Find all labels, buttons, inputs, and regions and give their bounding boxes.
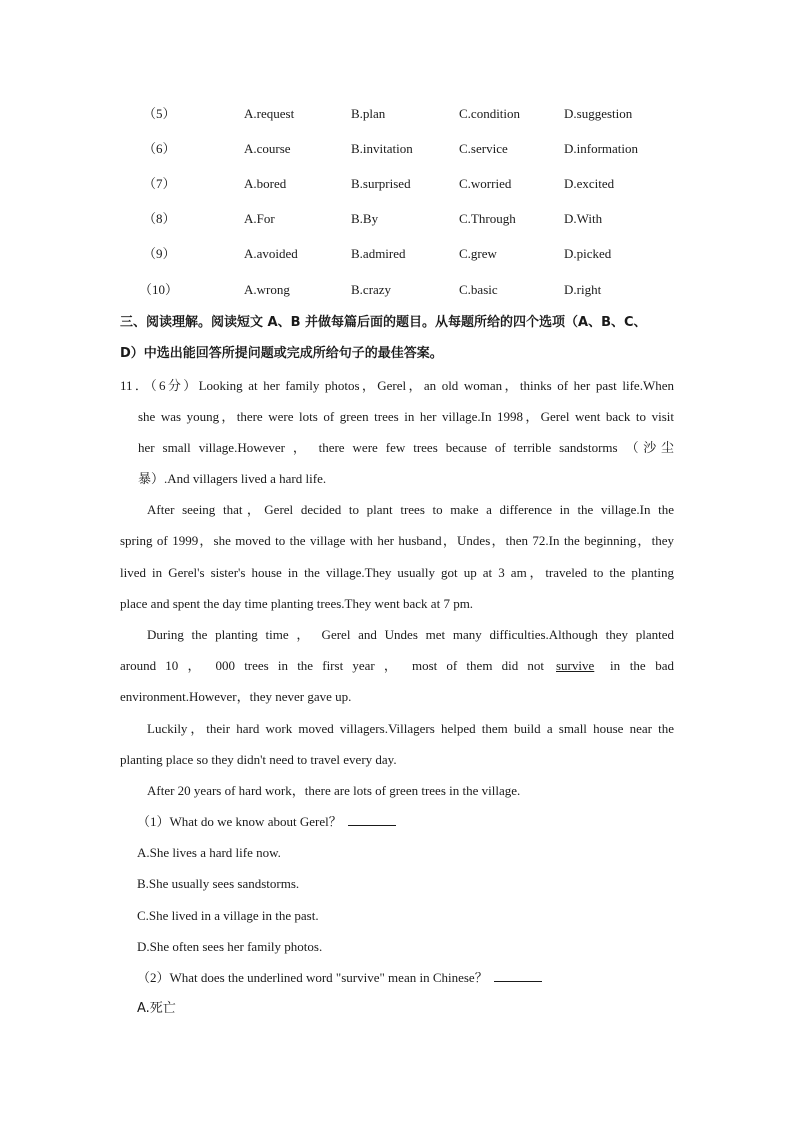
option-d: D.right <box>564 282 602 297</box>
option-a: A.For <box>244 211 275 226</box>
option-b: B.surprised <box>351 176 411 191</box>
sub-question-2 <box>137 968 542 988</box>
answer-option-a[interactable]: A.She lives a hard life now. <box>137 845 281 860</box>
question-number: （8） <box>143 211 176 226</box>
option-d: D.picked <box>564 246 612 261</box>
option-row <box>0 244 794 264</box>
question-number: （7） <box>143 176 176 191</box>
passage-line: 暴）.And villagers lived a hard life. <box>138 471 327 486</box>
question-number: （9） <box>143 246 176 261</box>
passage-line: she was young，there were lots of green trees in her village.In 1998，Gerel went back to visit <box>138 409 674 424</box>
sub-question-stem: （1）What do we know about Gerel？ <box>137 814 342 829</box>
question-number: （10） <box>139 282 179 297</box>
passage-line: environment.However，they never gave up. <box>120 689 352 704</box>
option-a: A.avoided <box>244 246 298 261</box>
answer-blank[interactable] <box>348 813 396 826</box>
option-b: B.crazy <box>351 282 392 297</box>
question-number: （5） <box>143 106 176 121</box>
option-d: D.information <box>564 141 639 156</box>
passage-line: After seeing that，Gerel decided to plant trees to make a difference in the village.In the <box>147 502 674 517</box>
answer-option-a[interactable]: A.死亡 <box>137 1001 176 1016</box>
passage-line: planting place so they didn't need to travel every day. <box>120 752 397 767</box>
section-heading-line2: D）中选出能回答所提问题或完成所给句子的最佳答案。 <box>120 346 443 361</box>
option-row <box>0 209 794 229</box>
option-d: D.With <box>564 211 603 226</box>
question-number: （6） <box>143 141 176 156</box>
passage-line: place and spent the day time planting trees.They went back at 7 pm. <box>120 596 474 611</box>
answer-option-d[interactable]: D.She often sees her family photos. <box>137 939 323 954</box>
option-b: B.By <box>351 211 379 226</box>
answer-option-c[interactable]: C.She lived in a village in the past. <box>137 908 319 923</box>
option-a: A.course <box>244 141 291 156</box>
option-c: C.service <box>459 141 508 156</box>
passage-line: her small village.However ， there were few trees because of terrible sandstorms （沙尘 <box>138 440 674 455</box>
passage-line: During the planting time ， Gerel and Undes met many difficulties.Although they planted <box>147 627 674 642</box>
passage-line: Luckily，their hard work moved villagers.Villagers helped them build a small house near the <box>147 721 674 736</box>
sub-question-1 <box>137 812 396 832</box>
passage-line: After 20 years of hard work，there are lots of green trees in the village. <box>147 783 521 798</box>
option-b: B.invitation <box>351 141 413 156</box>
option-c: C.condition <box>459 106 521 121</box>
passage-line <box>120 656 674 676</box>
passage-line: spring of 1999，she moved to the village with her husband，Undes，then 72.In the beginning，they <box>120 533 674 548</box>
sub-question-stem: （2）What does the underlined word "survive" mean in Chinese？ <box>137 970 488 985</box>
option-row <box>0 104 794 124</box>
question-11-line: 11．（6分）Looking at her family photos，Gerel，an old woman，thinks of her past life.When <box>120 378 674 393</box>
passage-line: lived in Gerel's sister's house in the village.They usually got up at 3 am，traveled to the planting <box>120 565 674 580</box>
option-d: D.excited <box>564 176 615 191</box>
option-b: B.plan <box>351 106 386 121</box>
option-c: C.worried <box>459 176 512 191</box>
section-heading-line1: 三、阅读理解。阅读短文 A、B 并做每篇后面的题目。从每题所给的四个选项（A、B、C、 <box>120 315 647 330</box>
underlined-word: survive <box>556 658 595 673</box>
option-c: C.basic <box>459 282 498 297</box>
option-b: B.admired <box>351 246 406 261</box>
option-a: A.request <box>244 106 295 121</box>
option-a: A.wrong <box>244 282 290 297</box>
passage-text: in the bad <box>610 658 674 673</box>
option-row <box>0 139 794 159</box>
option-d: D.suggestion <box>564 106 633 121</box>
option-c: C.Through <box>459 211 516 226</box>
option-row <box>0 174 794 194</box>
answer-blank[interactable] <box>494 969 542 982</box>
option-c: C.grew <box>459 246 497 261</box>
passage-text: around 10 ， 000 trees in the first year ， most of them did not <box>120 658 544 673</box>
option-a: A.bored <box>244 176 287 191</box>
answer-option-b[interactable]: B.She usually sees sandstorms. <box>137 876 300 891</box>
option-row <box>0 280 794 300</box>
